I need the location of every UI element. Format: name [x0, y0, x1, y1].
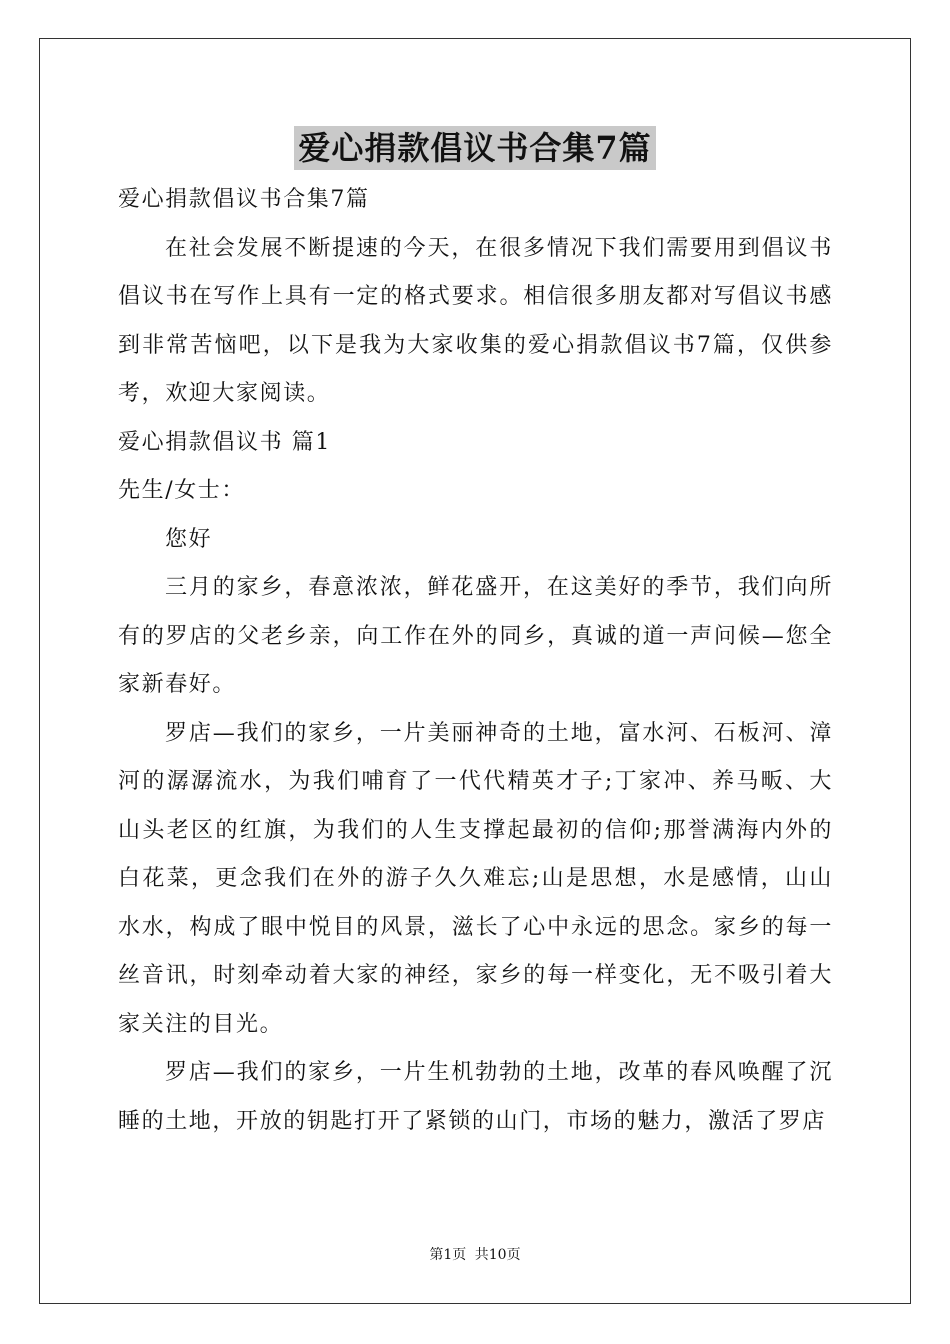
paragraph: 在社会发展不断提速的今天，在很多情况下我们需要用到倡议书倡议书在写作上具有一定的格式要求。相信很多朋友都对写倡议书感到非常苦恼吧，以下是我为大家收集的爱心捐款倡议书7篇，仅供参考，欢迎大家阅读。 [118, 235, 833, 406]
page-footer [0, 1245, 950, 1265]
greeting: 您好 [165, 526, 213, 552]
paragraph: 三月的家乡，春意浓浓，鲜花盛开，在这美好的季节，我们向所有的罗店的父老乡亲，向工作在外的同乡，真诚的道一声问候—您全家新春好。 [118, 575, 833, 697]
paragraph: 罗店—我们的家乡，一片生机勃勃的土地，改革的春风唤醒了沉睡的土地，开放的钥匙打开了紧锁的山门，市场的魅力，激活了罗店 [118, 1060, 833, 1134]
page-total: 共10页 [474, 1247, 521, 1263]
paragraph: 爱心捐款倡议书合集7篇 [118, 187, 370, 212]
title-container [0, 126, 950, 170]
salutation: 先生/女士： [118, 478, 246, 503]
document-title: 爱心捐款倡议书合集7篇 [294, 126, 655, 170]
section-heading: 爱心捐款倡议书 篇1 [118, 429, 331, 455]
document-body [118, 176, 833, 1146]
paragraph: 罗店—我们的家乡，一片美丽神奇的土地，富水河、石板河、漳河的潺潺流水，为我们哺育了一代代精英才子;丁家冲、养马畈、大山头老区的红旗，为我们的人生支撑起最初的信仰;那誉满海内外的白花菜，更念我们在外的游子久久难忘;山是思想，水是感情，山山水水，构成了眼中悦目的风景，滋长了心中永远的思念。家乡的每一丝音讯，时刻牵动着大家的神经，家乡的每一样变化，无不吸引着大家关注的目光。 [118, 720, 833, 1037]
page-number: 第1页 [429, 1247, 467, 1263]
